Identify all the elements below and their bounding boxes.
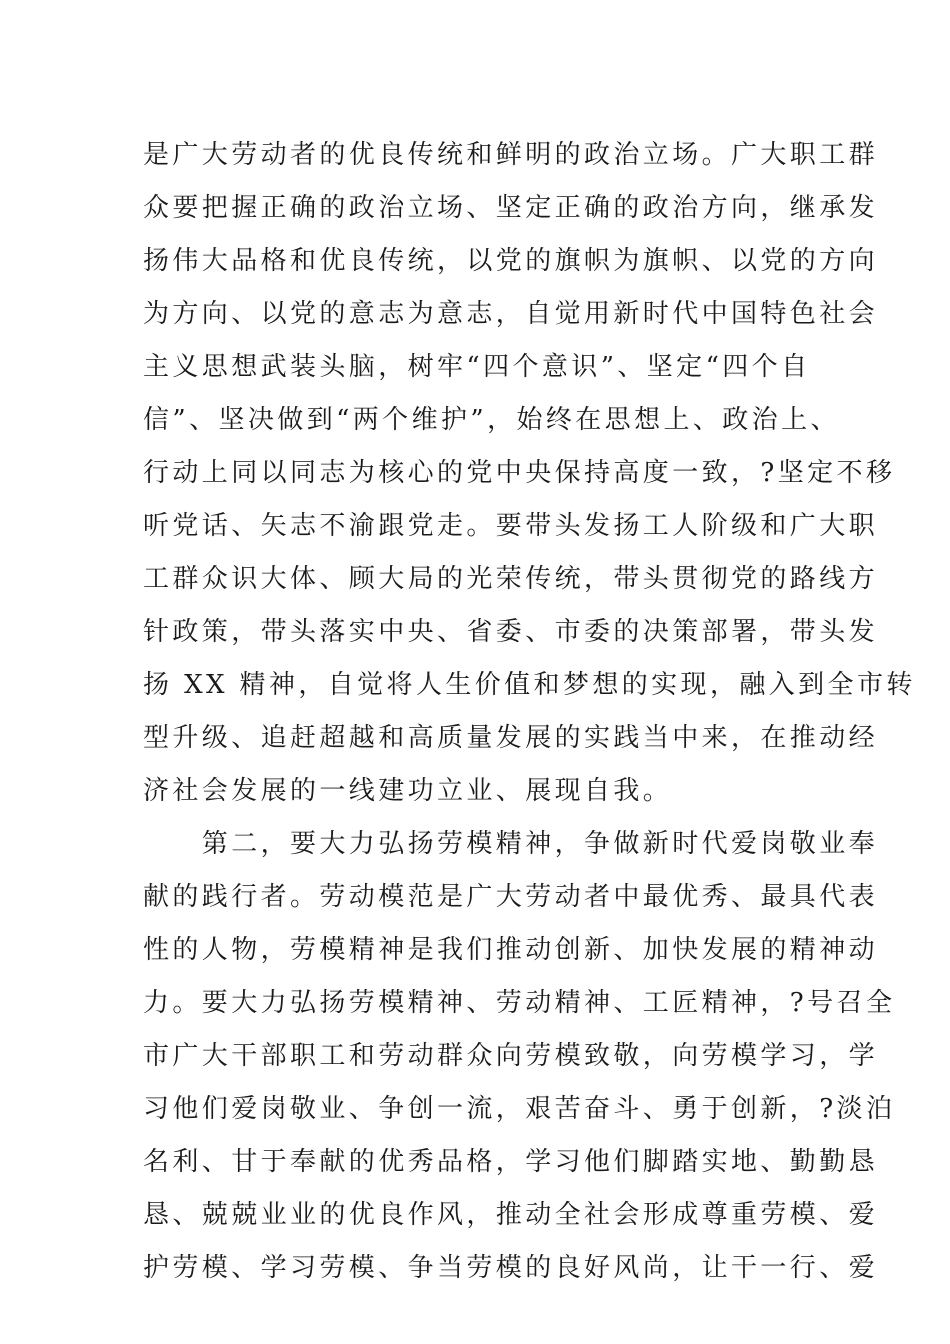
text-line: 行动上同以同志为核心的党中央保持高度一致，?坚定不移 <box>143 458 896 488</box>
paragraph-start-line: 第二，要大力弘扬劳模精神，争做新时代爱岗敬业奉 <box>143 829 879 859</box>
text-line: 名利、甘于奉献的优秀品格，学习他们脚踏实地、勤勤恳 <box>143 1147 879 1177</box>
text-line: 为方向、以党的意志为意志，自觉用新时代中国特色社会 <box>143 299 879 329</box>
text-line: 信”、坚决做到“两个维护”，始终在思想上、政治上、 <box>143 405 840 435</box>
text-line: 众要把握正确的政治立场、坚定正确的政治方向，继承发 <box>143 193 879 223</box>
text-line: 护劳模、学习劳模、争当劳模的良好风尚，让干一行、爱 <box>143 1253 879 1283</box>
body-text <box>143 129 916 1295</box>
text-line: 针政策，带头落实中央、省委、市委的决策部署，带头发 <box>143 617 879 647</box>
text-line: 主义思想武装头脑，树牢“四个意识”、坚定“四个自 <box>143 352 811 382</box>
text-line: 型升级、追赶超越和高质量发展的实践当中来，在推动经 <box>143 723 879 753</box>
text-line: 献的践行者。劳动模范是广大劳动者中最优秀、最具代表 <box>143 882 879 912</box>
text-line: 扬 XX 精神，自觉将人生价值和梦想的实现，融入到全市转 <box>143 670 916 700</box>
text-line: 听党话、矢志不渝跟党走。要带头发扬工人阶级和广大职 <box>143 511 879 541</box>
text-line: 习他们爱岗敬业、争创一流，艰苦奋斗、勇于创新，?淡泊 <box>143 1094 896 1124</box>
text-line: 力。要大力弘扬劳模精神、劳动精神、工匠精神，?号召全 <box>143 988 896 1018</box>
text-line: 性的人物，劳模精神是我们推动创新、加快发展的精神动 <box>143 935 879 965</box>
text-line: 市广大干部职工和劳动群众向劳模致敬，向劳模学习，学 <box>143 1041 879 1071</box>
text-line: 恳、兢兢业业的优良作风，推动全社会形成尊重劳模、爱 <box>143 1200 879 1230</box>
text-line: 工群众识大体、顾大局的光荣传统，带头贯彻党的路线方 <box>143 564 879 594</box>
text-line: 济社会发展的一线建功立业、展现自我。 <box>143 776 673 806</box>
text-line: 是广大劳动者的优良传统和鲜明的政治立场。广大职工群 <box>143 140 879 170</box>
text-line: 扬伟大品格和优良传统，以党的旗帜为旗帜、以党的方向 <box>143 246 879 276</box>
